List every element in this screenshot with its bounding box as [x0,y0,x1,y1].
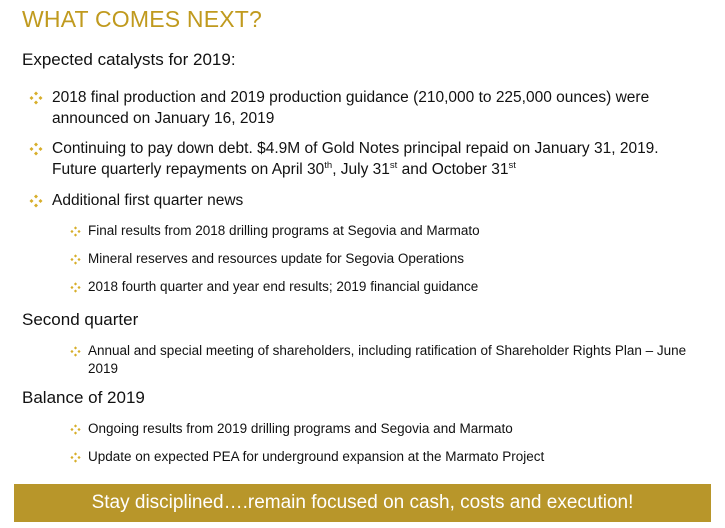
sub-list-item-text: Final results from 2018 drilling programs at Segovia and Marmato [88,223,480,238]
sub-list-item [62,420,718,438]
sub-list-item [62,222,718,240]
four-diamond-icon [62,448,88,466]
four-diamond-icon [20,138,52,159]
sub-list-item-text: Ongoing results from 2019 drilling programs and Segovia and Marmato [88,421,513,436]
four-diamond-icon [62,342,88,360]
sub-list-item-text: Annual and special meeting of shareholders, including ratification of Shareholder Rights Plan – June 2019 [88,343,687,376]
sub-list-item-text: 2018 fourth quarter and year end results; 2019 financial guidance [88,279,479,294]
balance-heading: Balance of 2019 [22,388,145,407]
sub-list-item [62,342,718,378]
page-title: WHAT COMES NEXT? [22,6,263,32]
sub-list-item [62,278,718,296]
list-item [20,138,702,180]
four-diamond-icon [62,222,88,240]
sub-list-item [62,448,718,466]
list-item [20,190,702,211]
list-item-text: Additional first quarter news [52,192,244,209]
four-diamond-icon [20,190,52,211]
four-diamond-icon [62,278,88,296]
sub-list-item-text: Update on expected PEA for underground expansion at the Marmato Project [88,449,545,464]
list-item [20,87,702,129]
four-diamond-icon [20,87,52,108]
list-item-text: 2018 final production and 2019 production guidance (210,000 to 225,000 ounces) were announced on January 16, 2019 [52,89,650,127]
four-diamond-icon [62,250,88,268]
footer-banner [14,484,711,522]
catalysts-heading: Expected catalysts for 2019: [22,50,236,69]
sub-list-item [62,250,718,268]
second-quarter-heading: Second quarter [22,310,139,329]
four-diamond-icon [62,420,88,438]
banner-text: Stay disciplined….remain focused on cash, costs and execution! [91,492,634,513]
sub-list-item-text: Mineral reserves and resources update for Segovia Operations [88,251,464,266]
debt-line-1: Continuing to pay down debt. $4.9M of Gold Notes principal repaid on January 31, 2019. [52,140,659,157]
list-item-text: Continuing to pay down debt. $4.9M of Gold Notes principal repaid on January 31, 2019. Future quarterly repayments on April 30th, July 31st and October 31st [52,140,659,178]
